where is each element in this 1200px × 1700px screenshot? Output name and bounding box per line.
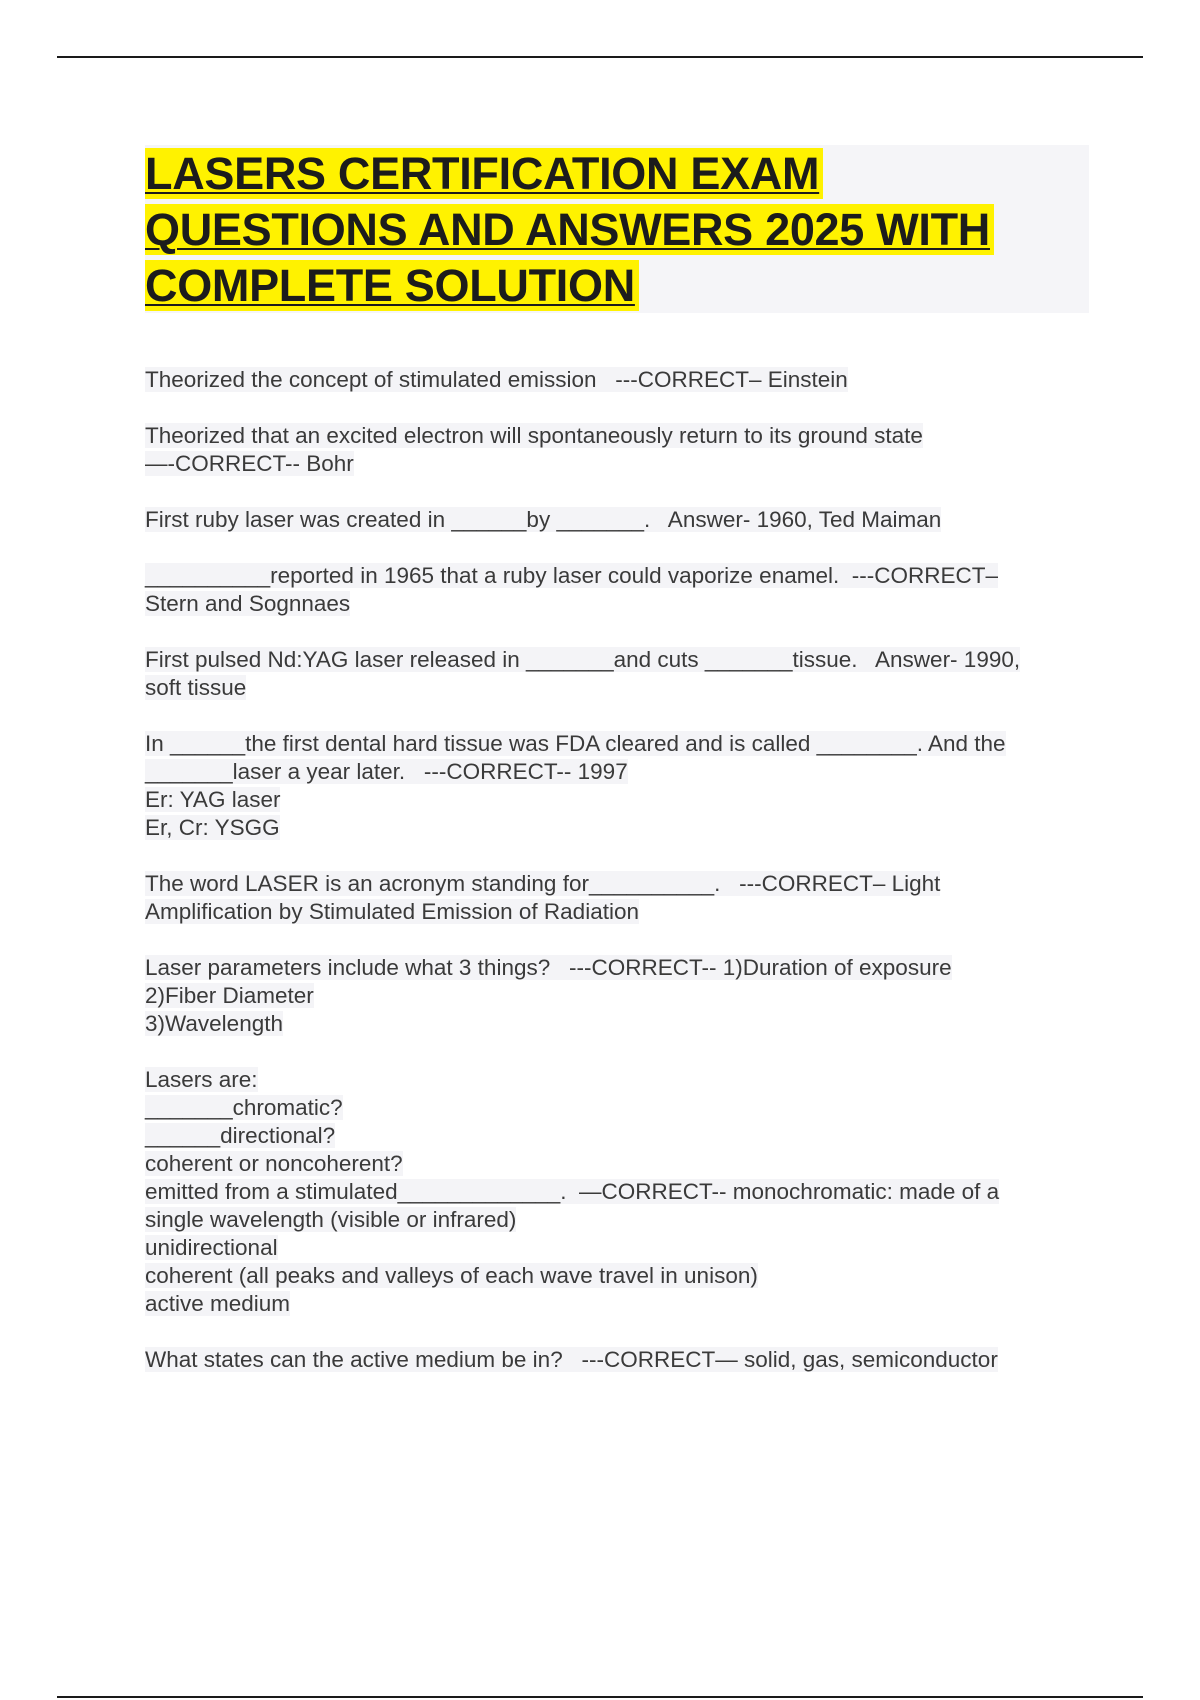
qa-line xyxy=(145,1066,1105,1094)
qa-line-text: Lasers are: xyxy=(145,1067,258,1092)
qa-line xyxy=(145,758,1105,786)
qa-line-text: Er: YAG laser xyxy=(145,787,281,812)
qa-item xyxy=(145,506,1105,534)
qa-line xyxy=(145,506,1105,534)
footer-rule xyxy=(57,1696,1143,1698)
document-title xyxy=(145,146,1105,314)
qa-line xyxy=(145,1290,1105,1318)
qa-line-text: Amplification by Stimulated Emission of Radiation xyxy=(145,899,639,924)
qa-line xyxy=(145,898,1105,926)
qa-line-text: _______laser a year later. ---CORRECT-- 1997 xyxy=(145,759,628,784)
qa-line-text: emitted from a stimulated_____________. —CORRECT-- monochromatic: made of a xyxy=(145,1179,1000,1204)
qa-line-text: Er, Cr: YSGG xyxy=(145,815,280,840)
qa-line xyxy=(145,982,1105,1010)
qa-line-text: single wavelength (visible or infrared) xyxy=(145,1207,517,1232)
qa-line-text: _______chromatic? xyxy=(145,1095,343,1120)
qa-line xyxy=(145,954,1105,982)
qa-line xyxy=(145,422,1105,450)
qa-line-text: ______directional? xyxy=(145,1123,336,1148)
qa-line xyxy=(145,1150,1105,1178)
title-line-3: COMPLETE SOLUTION xyxy=(145,260,639,311)
qa-line xyxy=(145,1094,1105,1122)
qa-line-text: —-CORRECT-- Bohr xyxy=(145,451,354,476)
qa-line xyxy=(145,1234,1105,1262)
title-line-2: QUESTIONS AND ANSWERS 2025 WITH xyxy=(145,204,994,255)
qa-item xyxy=(145,730,1105,842)
qa-line-text: coherent or noncoherent? xyxy=(145,1151,403,1176)
qa-line xyxy=(145,590,1105,618)
qa-line xyxy=(145,1010,1105,1038)
qa-line xyxy=(145,1178,1105,1206)
qa-item xyxy=(145,562,1105,618)
qa-line-text: Theorized that an excited electron will spontaneously return to its ground state xyxy=(145,423,923,448)
qa-line-text: First ruby laser was created in ______by _______. Answer- 1960, Ted Maiman xyxy=(145,507,942,532)
qa-item xyxy=(145,1066,1105,1318)
qa-item xyxy=(145,870,1105,926)
qa-line xyxy=(145,562,1105,590)
qa-line xyxy=(145,1262,1105,1290)
qa-item xyxy=(145,366,1105,394)
qa-line xyxy=(145,870,1105,898)
qa-line xyxy=(145,814,1105,842)
qa-line xyxy=(145,674,1105,702)
qa-line xyxy=(145,730,1105,758)
qa-line xyxy=(145,1346,1105,1374)
qa-line-text: The word LASER is an acronym standing for__________. ---CORRECT– Light xyxy=(145,871,941,896)
qa-line xyxy=(145,366,1105,394)
qa-item xyxy=(145,422,1105,478)
header-rule xyxy=(57,56,1143,58)
qa-line xyxy=(145,450,1105,478)
qa-line xyxy=(145,1206,1105,1234)
qa-line-text: soft tissue xyxy=(145,675,247,700)
qa-line-text: 2)Fiber Diameter xyxy=(145,983,314,1008)
qa-line-text: What states can the active medium be in? ---CORRECT— solid, gas, semiconductor xyxy=(145,1347,998,1372)
qa-item xyxy=(145,1346,1105,1374)
qa-line-text: unidirectional xyxy=(145,1235,278,1260)
qa-line xyxy=(145,646,1105,674)
qa-line-text: __________reported in 1965 that a ruby laser could vaporize enamel. ---CORRECT– xyxy=(145,563,998,588)
qa-line xyxy=(145,786,1105,814)
qa-line-text: coherent (all peaks and valleys of each wave travel in unison) xyxy=(145,1263,758,1288)
qa-line-text: Theorized the concept of stimulated emission ---CORRECT– Einstein xyxy=(145,367,848,392)
qa-item xyxy=(145,954,1105,1038)
qa-line xyxy=(145,1122,1105,1150)
qa-line-text: 3)Wavelength xyxy=(145,1011,283,1036)
title-line-1: LASERS CERTIFICATION EXAM xyxy=(145,148,823,199)
qa-line-text: Stern and Sognnaes xyxy=(145,591,351,616)
qa-line-text: In ______the first dental hard tissue was FDA cleared and is called ________. And the xyxy=(145,731,1006,756)
qa-item xyxy=(145,646,1105,702)
qa-line-text: active medium xyxy=(145,1291,291,1316)
qa-list xyxy=(145,366,1105,1402)
qa-line-text: First pulsed Nd:YAG laser released in _______and cuts _______tissue. Answer- 1990, xyxy=(145,647,1021,672)
qa-line-text: Laser parameters include what 3 things? ---CORRECT-- 1)Duration of exposure xyxy=(145,955,952,980)
